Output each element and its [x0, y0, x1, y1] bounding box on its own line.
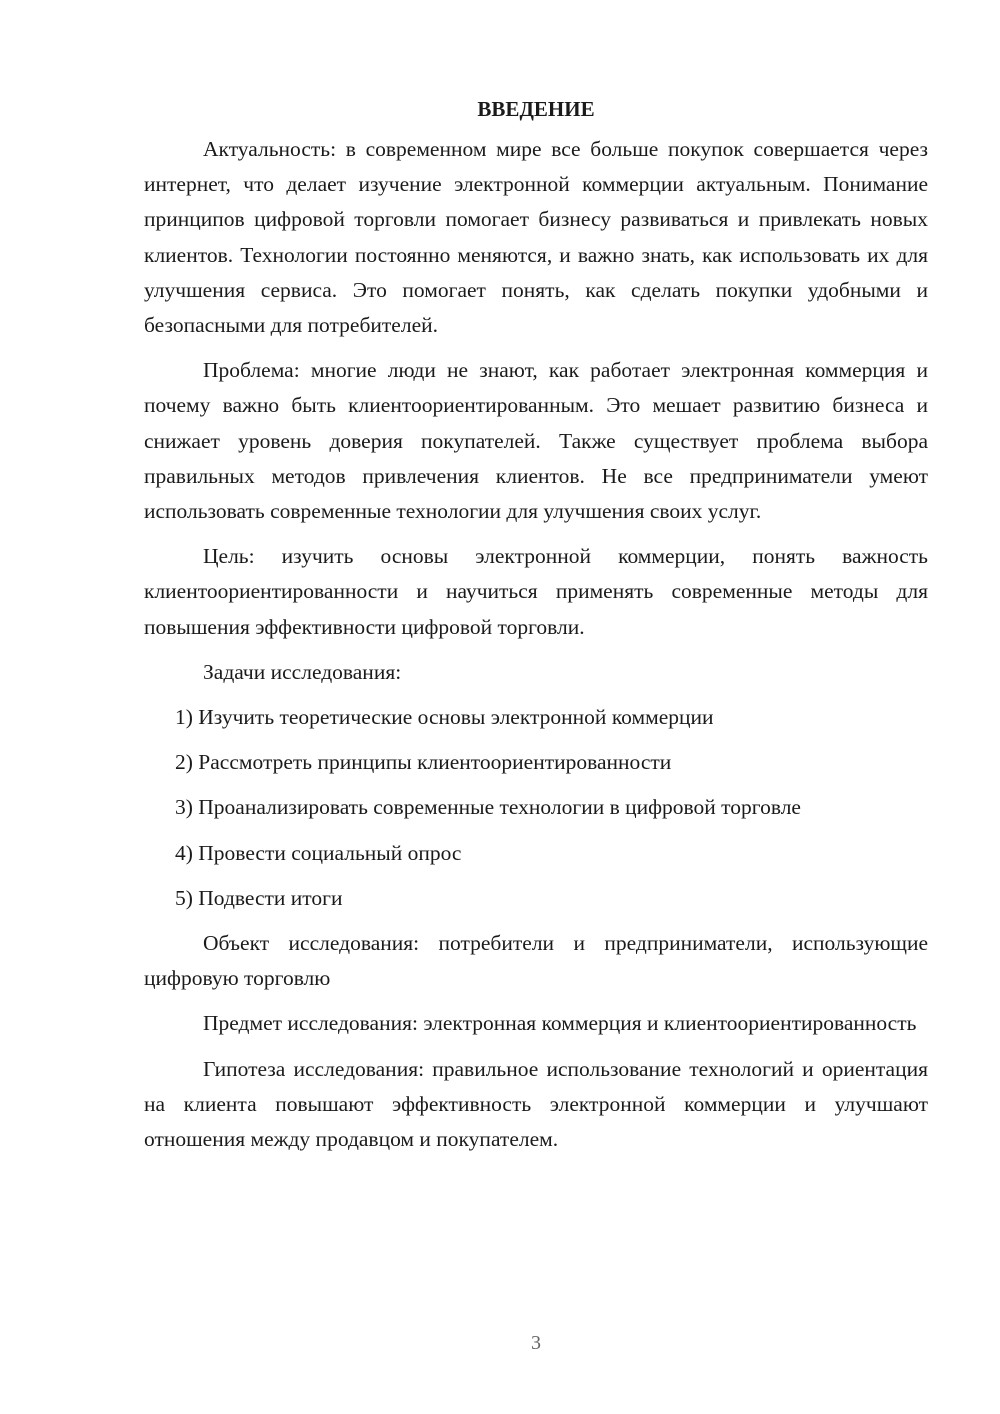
list-item: 1) Изучить теоретические основы электронной коммерции [175, 705, 714, 730]
section-title: ВВЕДЕНИЕ [477, 97, 595, 121]
list-item: 3) Проанализировать современные технологии в цифровой торговле [175, 795, 801, 820]
list-item: 4) Провести социальный опрос [175, 840, 462, 865]
tasks-list [144, 700, 928, 916]
problem-paragraph: Проблема: многие люди не знают, как работает электронная коммерция и почему важно быть клиентоориентированным. Это мешает развитию бизнеса и снижает уровень доверия покупателей. Также существует проблема выбора правильных методов привлечения клиентов. Не все предприниматели умеют использовать современные технологии для улучшения своих услуг. [144, 358, 928, 524]
goal-paragraph: Цель: изучить основы электронной коммерции, понять важность клиентоориентированности и научиться применять современные методы для повышения эффективности цифровой торговли. [144, 544, 928, 639]
subject-paragraph: Предмет исследования: электронная коммерция и клиентоориентированность [203, 1011, 917, 1036]
tasks-heading: Задачи исследования: [203, 659, 402, 684]
document-page [144, 92, 928, 1167]
object-paragraph: Объект исследования: потребители и предприниматели, использующие цифровую торговлю [144, 931, 928, 991]
list-item: 5) Подвести итоги [175, 885, 343, 910]
page-number: 3 [531, 1332, 541, 1354]
relevance-paragraph: Актуальность: в современном мире все больше покупок совершается через интернет, что делает изучение электронной коммерции актуальным. Понимание принципов цифровой торговли помогает бизнесу развиваться и привлекать новых клиентов. Технологии постоянно меняются, и важно знать, как использовать их для улучшения сервиса. Это помогает понять, как сделать покупки удобными и безопасными для потребителей. [144, 137, 928, 338]
list-item: 2) Рассмотреть принципы клиентоориентированности [175, 750, 672, 775]
hypothesis-paragraph: Гипотеза исследования: правильное использование технологий и ориентация на клиента повышают эффективность электронной коммерции и улучшают отношения между продавцом и покупателем. [144, 1056, 928, 1152]
